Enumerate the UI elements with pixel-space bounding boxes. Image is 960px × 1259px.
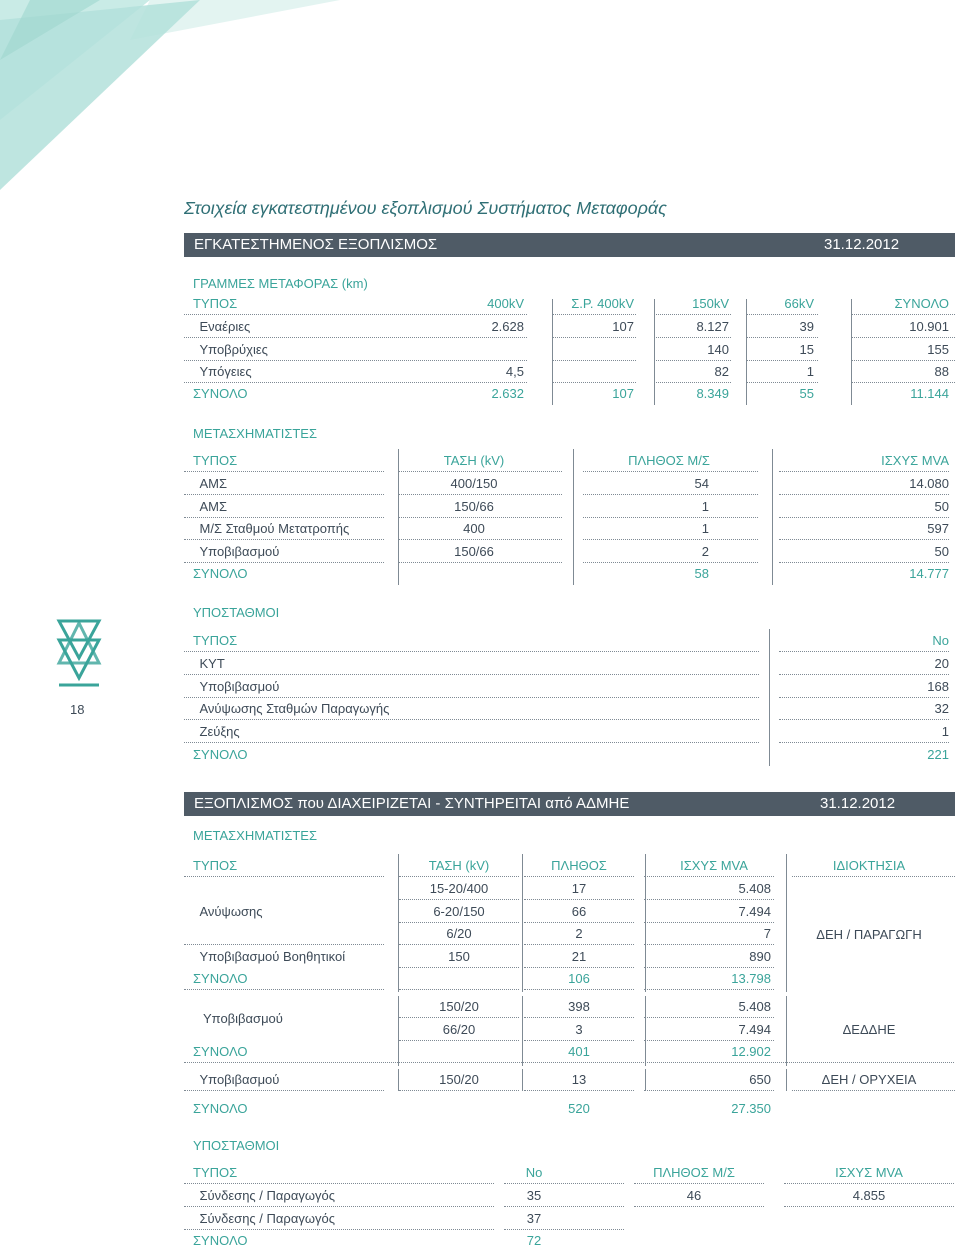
dotted-rule [792, 876, 955, 877]
table-row [184, 496, 955, 518]
power-cell: 7.494 [738, 903, 771, 919]
column-divider [398, 996, 399, 1066]
column-divider [786, 854, 787, 992]
column-divider [851, 299, 852, 405]
header-power: ΙΣΧΥΣ MVA [680, 858, 748, 873]
column-divider [769, 629, 770, 766]
type-cell: ΣΥΝΟΛΟ [193, 747, 248, 762]
column-divider [552, 299, 553, 405]
total-power: 27.350 [731, 1101, 771, 1116]
type-cell: Υπόγειες [193, 364, 252, 379]
column-divider [398, 449, 399, 585]
value-150kv: 8.349 [696, 386, 729, 401]
column-divider [786, 1069, 787, 1091]
voltage-cell: 15-20/400 [429, 881, 489, 896]
header-count: ΠΛΗΘΟΣ Μ/Σ [653, 1165, 735, 1180]
banner-label: ΕΞΟΠΛΙΣΜΟΣ που ΔΙΑΧΕΙΡΙΖΕΤΑΙ - ΣΥΝΤΗΡΕΙΤΑΙ από ΑΔΜΗΕ [194, 795, 630, 812]
value-sr400kv: 107 [612, 386, 634, 401]
column-divider [573, 449, 574, 585]
header-150kv: 150kV [692, 296, 729, 311]
value-total: 155 [927, 341, 949, 357]
table-header-row [184, 855, 955, 877]
column-divider [522, 854, 523, 992]
type-cell: Υποβιβασμού [193, 678, 280, 694]
dotted-rule [654, 314, 731, 315]
total-count: 520 [568, 1101, 590, 1116]
dotted-rule [644, 989, 774, 990]
power-cell: 7.494 [738, 1021, 771, 1037]
number-cell: 221 [927, 747, 949, 762]
installed-equipment-banner [184, 233, 955, 257]
dotted-rule [524, 876, 634, 877]
value-66kv: 15 [799, 341, 814, 357]
header-total: ΣΥΝΟΛΟ [894, 296, 949, 311]
table-row [184, 878, 955, 900]
header-number: No [525, 1165, 543, 1180]
dotted-rule [784, 1183, 954, 1184]
type-cell: Ανύψωσης Σταθμών Παραγωγής [193, 701, 390, 716]
value-400kv: 2.632 [491, 386, 524, 401]
count-cell: 66 [571, 903, 587, 919]
dotted-rule [779, 471, 949, 472]
total-count: 401 [568, 1044, 590, 1059]
header-type: ΤΥΠΟΣ [193, 1165, 238, 1180]
count-cell: 2 [575, 926, 583, 941]
type-cell: Υποβιβασμού [203, 1011, 283, 1026]
table-total-row [184, 1230, 955, 1252]
value-400kv: 2.628 [491, 319, 524, 334]
header-power: ΙΣΧΥΣ MVA [835, 1165, 903, 1180]
column-divider [398, 854, 399, 992]
voltage-cell: 150/20 [439, 999, 479, 1014]
dotted-rule [184, 876, 384, 877]
table-header-row [184, 1162, 955, 1184]
table-row [184, 721, 955, 743]
table-row [184, 1069, 955, 1091]
value-66kv: 39 [799, 319, 814, 334]
voltage-cell: 150 [448, 948, 470, 964]
column-divider [522, 996, 523, 1066]
substations-section-title: ΥΠΟΣΤΑΘΜΟΙ [193, 605, 280, 620]
table-total-row [184, 563, 955, 585]
voltage-cell: 6-20/150 [433, 903, 485, 919]
number-cell: 72 [526, 1233, 542, 1248]
ownership-cell: ΔΕΗ / ΟΡΥΧΕΙΑ [821, 1072, 917, 1087]
voltage-cell: 66/20 [442, 1021, 476, 1037]
number-cell: 35 [526, 1188, 542, 1203]
dotted-rule [184, 1062, 954, 1063]
table-header-row [184, 450, 955, 472]
header-count: ΠΛΗΘΟΣ [551, 858, 607, 873]
dotted-rule [184, 314, 527, 315]
value-400kv: 4,5 [505, 364, 524, 379]
header-type: ΤΥΠΟΣ [193, 858, 238, 873]
power-cell: 4.855 [852, 1188, 886, 1203]
dotted-rule [851, 314, 955, 315]
dotted-rule [524, 989, 634, 990]
header-type: ΤΥΠΟΣ [193, 296, 238, 311]
dotted-rule [504, 1183, 624, 1184]
type-cell: Σύνδεσης / Παραγωγός [193, 1210, 335, 1226]
dotted-rule [792, 1090, 955, 1091]
number-cell: 32 [934, 701, 949, 716]
table-row [184, 676, 955, 698]
power-cell: 5.408 [738, 881, 771, 896]
total-count: 106 [568, 971, 590, 986]
header-voltage: ΤΑΣΗ (kV) [428, 858, 490, 873]
dotted-rule [399, 989, 519, 990]
type-cell: ΑΜΣ [193, 476, 228, 491]
column-divider [786, 996, 787, 1066]
dotted-rule [399, 876, 519, 877]
value-150kv: 82 [714, 364, 729, 379]
type-cell: Μ/Σ Σταθμού Μετατροπής [193, 521, 350, 536]
value-150kv: 8.127 [696, 319, 729, 334]
count-cell: 1 [701, 521, 709, 536]
corner-triangles-decoration [0, 0, 340, 200]
table-total-row [184, 1041, 955, 1063]
dotted-rule [399, 1090, 519, 1091]
table-total-row [184, 744, 955, 766]
table-row [184, 946, 955, 968]
number-cell: 37 [526, 1210, 542, 1226]
column-divider [746, 299, 747, 405]
dotted-rule [184, 651, 759, 652]
count-cell: 46 [686, 1188, 702, 1203]
banner-label: ΕΓΚΑΤΕΣΤΗΜΕΝΟΣ ΕΞΟΠΛΙΣΜΟΣ [194, 236, 438, 253]
type-cell: ΚΥΤ [193, 656, 225, 671]
number-cell: 20 [934, 656, 949, 671]
type-cell: Εναέριες [193, 319, 251, 334]
total-power: 12.902 [731, 1044, 771, 1059]
page-title: Στοιχεία εγκατεστημένου εξοπλισμού Συστήματος Μεταφοράς [184, 198, 667, 218]
table-total-row [184, 968, 955, 990]
value-66kv: 55 [799, 386, 814, 401]
type-cell: Ζεύξης [193, 723, 240, 739]
table-row [184, 1185, 955, 1207]
total-power: 13.798 [731, 971, 771, 986]
power-cell: 650 [749, 1072, 771, 1087]
power-cell: 7 [763, 926, 771, 941]
table-header-row [184, 293, 955, 315]
number-cell: 1 [941, 723, 949, 739]
dotted-rule [644, 876, 774, 877]
value-total: 11.144 [910, 386, 949, 401]
header-400kv: 400kV [487, 296, 524, 311]
voltage-cell: 400 [463, 521, 485, 536]
header-count: ΠΛΗΘΟΣ Μ/Σ [628, 453, 710, 468]
page-number: 18 [70, 702, 85, 717]
value-total: 10.901 [909, 319, 949, 334]
count-cell: 13 [571, 1072, 587, 1087]
voltage-cell: 150/66 [454, 543, 494, 559]
header-66kv: 66kV [784, 296, 814, 311]
column-divider [645, 854, 646, 992]
type-cell: Υποβιβασμού Βοηθητικοί [193, 948, 346, 964]
count-cell: 2 [701, 543, 709, 559]
ownership-cell: ΔΕΗ / ΠΑΡΑΓΩΓΗ [816, 927, 922, 942]
table-header-row [184, 630, 955, 652]
dotted-rule [184, 742, 759, 743]
dotted-rule [552, 314, 636, 315]
count-cell: 1 [701, 498, 709, 514]
table-row [184, 518, 955, 540]
table-total-row [184, 1098, 955, 1120]
column-divider [522, 1069, 523, 1091]
total-label: ΣΥΝΟΛΟ [193, 971, 248, 986]
value-66kv: 1 [806, 364, 814, 379]
header-voltage: ΤΑΣΗ (kV) [443, 453, 505, 468]
voltage-cell: 6/20 [446, 926, 472, 941]
type-cell: ΣΥΝΟΛΟ [193, 386, 248, 401]
dotted-rule [779, 742, 949, 743]
type-cell: Υποβιβασμού [193, 543, 280, 559]
table-row [184, 901, 955, 923]
total-label: ΣΥΝΟΛΟ [193, 1044, 248, 1059]
power-cell: 597 [927, 521, 949, 536]
total-label: ΣΥΝΟΛΟ [193, 1101, 248, 1116]
table-row [184, 1208, 955, 1230]
power-cell: 14.777 [909, 566, 949, 581]
banner-date: 31.12.2012 [824, 236, 900, 253]
value-150kv: 140 [707, 341, 729, 357]
table-row [184, 653, 955, 675]
column-divider [645, 1069, 646, 1091]
dotted-rule [184, 989, 384, 990]
dotted-rule [184, 471, 384, 472]
admie-substations-section-title: ΥΠΟΣΤΑΘΜΟΙ [193, 1138, 280, 1153]
power-cell: 5.408 [738, 999, 771, 1014]
dotted-rule [184, 1090, 384, 1091]
table-row [184, 996, 955, 1018]
dotted-rule [524, 1090, 634, 1091]
number-cell: 168 [927, 678, 949, 694]
header-sr400kv: Σ.Ρ. 400kV [571, 296, 634, 311]
column-divider [772, 449, 773, 585]
dotted-rule [634, 1183, 764, 1184]
header-ownership: ΙΔΙΟΚΤΗΣΙΑ [832, 858, 906, 873]
table-total-row [184, 383, 955, 405]
admie-equipment-banner [184, 792, 955, 816]
table-row [184, 316, 955, 338]
count-cell: 54 [694, 476, 709, 491]
voltage-cell: 150/66 [454, 498, 494, 514]
table-row [184, 361, 955, 383]
type-cell: Υποβρύχιες [193, 341, 268, 357]
power-cell: 50 [934, 543, 949, 559]
power-cell: 890 [749, 948, 771, 964]
column-divider [654, 299, 655, 405]
dotted-rule [644, 1090, 774, 1091]
table-row [184, 541, 955, 563]
header-type: ΤΥΠΟΣ [193, 453, 238, 468]
count-cell: 21 [571, 948, 587, 964]
column-divider [398, 1069, 399, 1091]
voltage-cell: 400/150 [450, 476, 498, 491]
value-sr400kv: 107 [612, 319, 634, 334]
type-cell: Σύνδεσης / Παραγωγός [193, 1188, 335, 1203]
triangles-logo-icon [56, 618, 102, 688]
type-cell: ΑΜΣ [193, 498, 228, 514]
dotted-rule [184, 1183, 494, 1184]
dotted-rule [746, 314, 818, 315]
value-total: 88 [934, 364, 949, 379]
header-type: ΤΥΠΟΣ [193, 633, 238, 648]
dotted-rule [583, 471, 758, 472]
column-divider [645, 996, 646, 1066]
power-cell: 14.080 [909, 476, 949, 491]
dotted-rule [399, 471, 562, 472]
header-power: ΙΣΧΥΣ MVA [881, 453, 949, 468]
type-cell: Ανύψωσης [193, 903, 263, 919]
power-cell: 50 [934, 498, 949, 514]
admie-transformers-section-title: ΜΕΤΑΣΧΗΜΑΤΙΣΤΕΣ [193, 828, 318, 843]
header-number: No [932, 633, 949, 648]
table-row [184, 698, 955, 720]
table-row [184, 473, 955, 495]
voltage-cell: 150/20 [439, 1072, 479, 1087]
count-cell: 3 [575, 1021, 583, 1037]
banner-date: 31.12.2012 [820, 795, 896, 812]
dotted-rule [779, 651, 949, 652]
type-cell: ΣΥΝΟΛΟ [193, 1233, 248, 1248]
table-row [184, 339, 955, 361]
type-cell: ΣΥΝΟΛΟ [193, 566, 248, 581]
count-cell: 58 [694, 566, 709, 581]
count-cell: 398 [568, 999, 590, 1014]
transformers-section-title: ΜΕΤΑΣΧΗΜΑΤΙΣΤΕΣ [193, 426, 318, 441]
count-cell: 17 [571, 881, 587, 896]
type-cell: Υποβιβασμού [193, 1072, 280, 1087]
ownership-cell: ΔΕΔΔΗΕ [842, 1022, 896, 1037]
lines-section-title: ΓΡΑΜΜΕΣ ΜΕΤΑΦΟΡΑΣ (km) [193, 276, 368, 291]
